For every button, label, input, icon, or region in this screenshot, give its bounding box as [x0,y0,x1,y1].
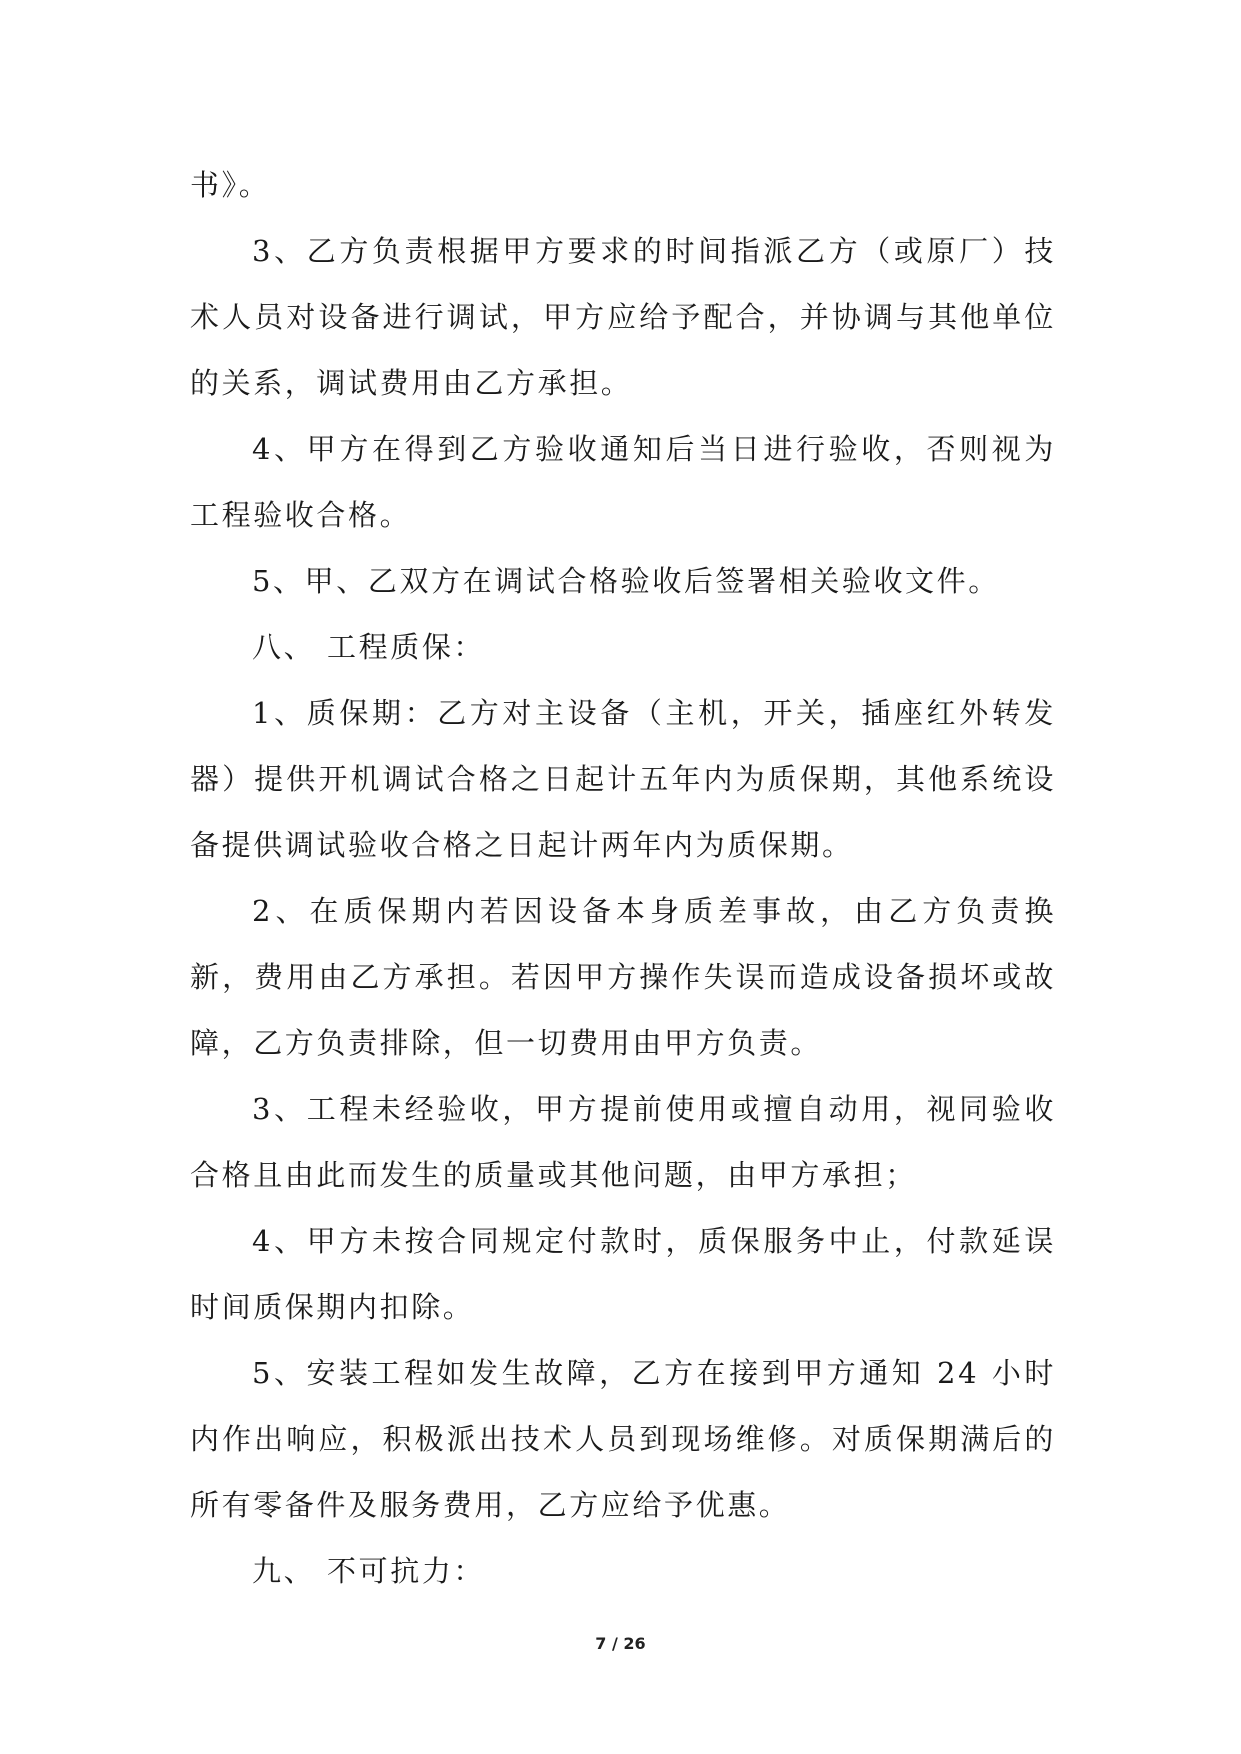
paragraph: 3、工程未经验收，甲方提前使用或擅自动用，视同验收合格且由此而发生的质量或其他问题，由甲方承担； [190,1092,1056,1192]
paragraph: 4、甲方未按合同规定付款时，质保服务中止，付款延误时间质保期内扣除。 [190,1224,1056,1324]
paragraph: 书》。 [190,168,271,202]
paragraph: 5、甲、乙双方在调试合格验收后签署相关验收文件。 [252,564,1000,598]
paragraph: 3、乙方负责根据甲方要求的时间指派乙方（或原厂）技术人员对设备进行调试，甲方应给予配合，并协调与其他单位的关系，调试费用由乙方承担。 [190,234,1056,400]
paragraph: 2、在质保期内若因设备本身质差事故，由乙方负责换新，费用由乙方承担。若因甲方操作失误而造成设备损坏或故障，乙方负责排除，但一切费用由甲方负责。 [190,894,1056,1060]
page-number: 7 / 26 [595,1634,646,1653]
section-heading: 八、 工程质保： [252,630,486,664]
section-heading: 九、 不可抗力： [252,1554,486,1588]
document-body [190,152,1056,1604]
paragraph: 1、质保期：乙方对主设备（主机，开关，插座红外转发器）提供开机调试合格之日起计五年内为质保期，其他系统设备提供调试验收合格之日起计两年内为质保期。 [190,696,1056,862]
paragraph: 4、甲方在得到乙方验收通知后当日进行验收，否则视为工程验收合格。 [190,432,1056,532]
paragraph: 5、安装工程如发生故障，乙方在接到甲方通知 24 小时内作出响应，积极派出技术人员到现场维修。对质保期满后的所有零备件及服务费用，乙方应给予优惠。 [190,1356,1056,1522]
